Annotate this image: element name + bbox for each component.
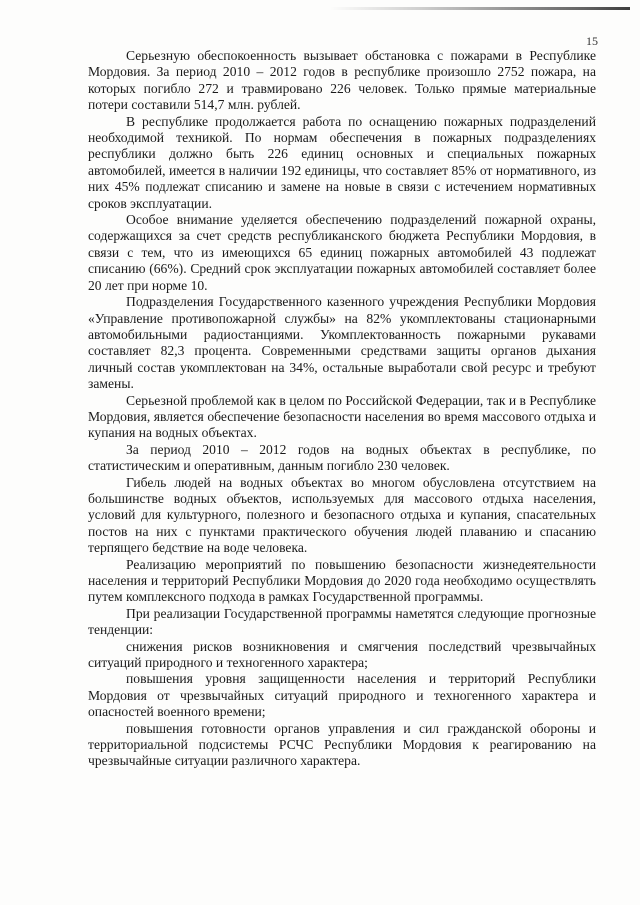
list-item: повышения готовности органов управления и сил гражданской обороны и территориальной подсистемы РСЧС Республики Мордовия к реагированию на чрезвычайные ситуации различного характера. <box>88 720 596 769</box>
paragraph-program-approach: Реализацию мероприятий по повышению безопасности жизнедеятельности населения и территорий Республики Мордовия до 2020 года необходимо осуществлять путем комплексного подхода в рамках Государственной программы. <box>88 556 596 605</box>
paragraph-forecast-intro: При реализации Государственной программы наметятся следующие прогнозные тенденции: <box>88 605 596 638</box>
paragraph-fire-service: Подразделения Государственного казенного учреждения Республики Мордовия «Управление противопожарной службы» на 82% укомплектованы стационарными автомобильными радиостанциями. Укомплектованность пожарными рукавами составляет 82,3 процента. Современными средствами защиты органов дыхания личный состав укомплектован на 34%, остальные выработали свой ресурс и требуют замены. <box>88 294 596 392</box>
paragraph-water-safety: Серьезной проблемой как в целом по Российской Федерации, так и в Республике Мордовия, является обеспечение безопасности населения во время массового отдыха и купания на водных объектах. <box>88 392 596 441</box>
scan-edge-artifact <box>330 7 630 10</box>
document-body <box>88 48 596 770</box>
page-number: 15 <box>586 34 598 48</box>
paragraph-republic-budget: Особое внимание уделяется обеспечению подразделений пожарной охраны, содержащихся за счет средств республиканского бюджета Республики Мордовия, в связи с тем, что из имеющихся 65 единиц пожарных автомобилей 43 подлежат списанию (66%). Средний срок эксплуатации пожарных автомобилей составляет более 20 лет при норме 10. <box>88 212 596 293</box>
paragraph-fires: Серьезную обеспокоенность вызывает обстановка с пожарами в Республике Мордовия. За период 2010 – 2012 годов в республике произошло 2752 пожара, на которых погибло 272 и травмировано 226 человек. Только прямые материальные потери составили 514,7 млн. рублей. <box>88 48 596 113</box>
list-item: повышения уровня защищенности населения и территорий Республики Мордовия от чрезвычайных ситуаций природного и техногенного характера и опасностей военного времени; <box>88 671 596 720</box>
paragraph-equipment: В республике продолжается работа по оснащению пожарных подразделений необходимой техникой. По нормам обеспечения в пожарных подразделениях республики должно быть 226 единиц основных и специальных пожарных автомобилей, имеется в наличии 192 единицы, что составляет 85% от нормативного, из них 45% подлежат списанию и замене на новые в связи с истечением нормативных сроков эксплуатации. <box>88 113 596 211</box>
paragraph-drowning-causes: Гибель людей на водных объектах во многом обусловлена отсутствием на большинстве водных объектов, используемых для массового отдыха населения, условий для культурного, полезного и безопасного отдыха и купания, спасательных постов на них с пунктами практического обучения людей плаванию и спасанию терпящего бедствие на воде человека. <box>88 474 596 556</box>
paragraph-drowning-stats: За период 2010 – 2012 годов на водных объектах в республике, по статистическим и оперативным, данным погибло 230 человек. <box>88 441 596 474</box>
list-item: снижения рисков возникновения и смягчения последствий чрезвычайных ситуаций природного и техногенного характера; <box>88 638 596 671</box>
